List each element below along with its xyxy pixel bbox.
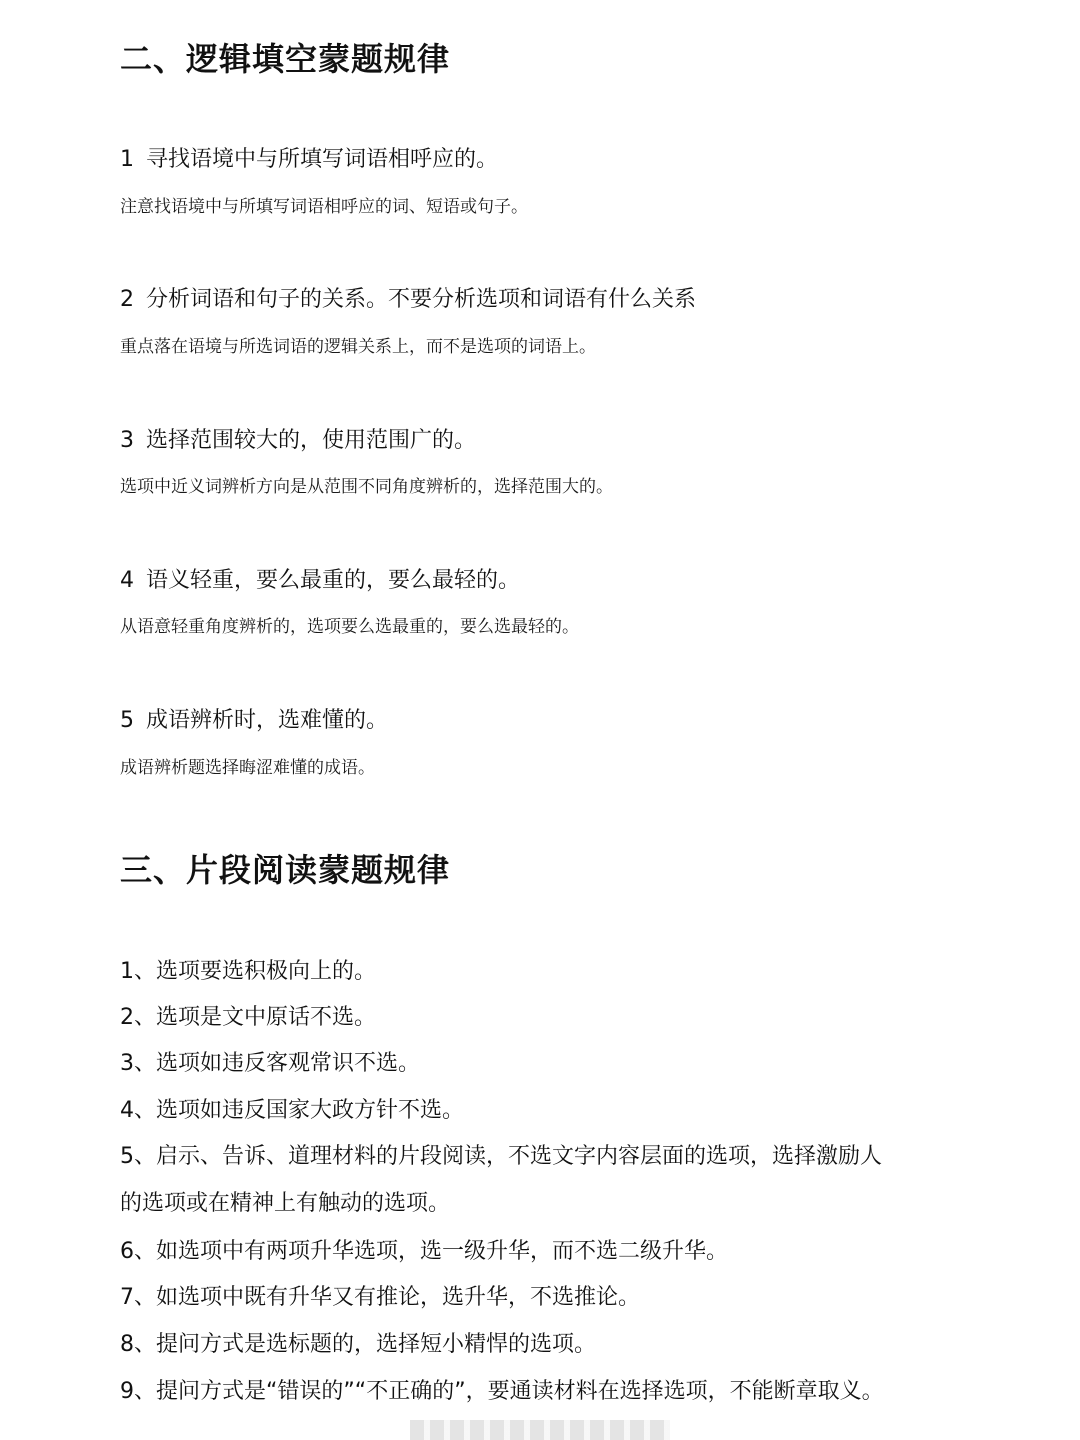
rule-detail-4: 从语意轻重角度辨析的，选项要么选最重的，要么选最轻的。 (120, 617, 579, 637)
rule-number: 3 (120, 428, 134, 453)
list-item-continuation: 的选项或在精神上有触动的选项。 (120, 1191, 451, 1216)
list-item: 5、启示、告诉、道理材料的片段阅读，不选文字内容层面的选项，选择激励人 (120, 1144, 882, 1169)
list-item: 1、选项要选积极向上的。 (120, 959, 376, 984)
list-item: 8、提问方式是选标题的，选择短小精悍的选项。 (120, 1332, 596, 1357)
list-item: 9、提问方式是“错误的”“不正确的”，要通读材料在选择选项，不能断章取义。 (120, 1379, 884, 1404)
rule-title-4 (120, 563, 520, 594)
list-item: 6、如选项中有两项升华选项，选一级升华，而不选二级升华。 (120, 1239, 728, 1264)
rule-title-text: 选择范围较大的，使用范围广的。 (146, 428, 477, 453)
rule-title-3 (120, 423, 476, 454)
rule-number: 5 (120, 708, 134, 733)
rule-title-text: 成语辨析时，选难懂的。 (146, 708, 389, 733)
section-heading-passage-reading: 三、片段阅读蒙题规律 (120, 851, 451, 889)
list-item: 2、选项是文中原话不选。 (120, 1005, 376, 1030)
rule-title-text: 分析词语和句子的关系。不要分析选项和词语有什么关系 (146, 287, 697, 312)
rule-number: 4 (120, 568, 134, 593)
list-item: 4、选项如违反国家大政方针不选。 (120, 1098, 464, 1123)
watermark-overlay (410, 1420, 670, 1440)
rule-detail-5: 成语辨析题选择晦涩难懂的成语。 (120, 758, 375, 778)
rule-number: 2 (120, 287, 134, 312)
rule-number: 1 (120, 147, 134, 172)
rule-detail-2: 重点落在语境与所选词语的逻辑关系上，而不是选项的词语上。 (120, 337, 596, 357)
rule-detail-1: 注意找语境中与所填写词语相呼应的词、短语或句子。 (120, 197, 528, 217)
section-heading-logic-fill: 二、逻辑填空蒙题规律 (120, 40, 451, 78)
rule-title-text: 寻找语境中与所填写词语相呼应的。 (146, 147, 499, 172)
rule-title-5 (120, 703, 388, 734)
rule-title-1 (120, 142, 498, 173)
list-item: 3、选项如违反客观常识不选。 (120, 1051, 420, 1076)
rule-detail-3: 选项中近义词辨析方向是从范围不同角度辨析的，选择范围大的。 (120, 477, 613, 497)
rule-title-2 (120, 282, 696, 313)
list-item: 7、如选项中既有升华又有推论，选升华，不选推论。 (120, 1285, 640, 1310)
rule-title-text: 语义轻重，要么最重的，要么最轻的。 (146, 568, 521, 593)
